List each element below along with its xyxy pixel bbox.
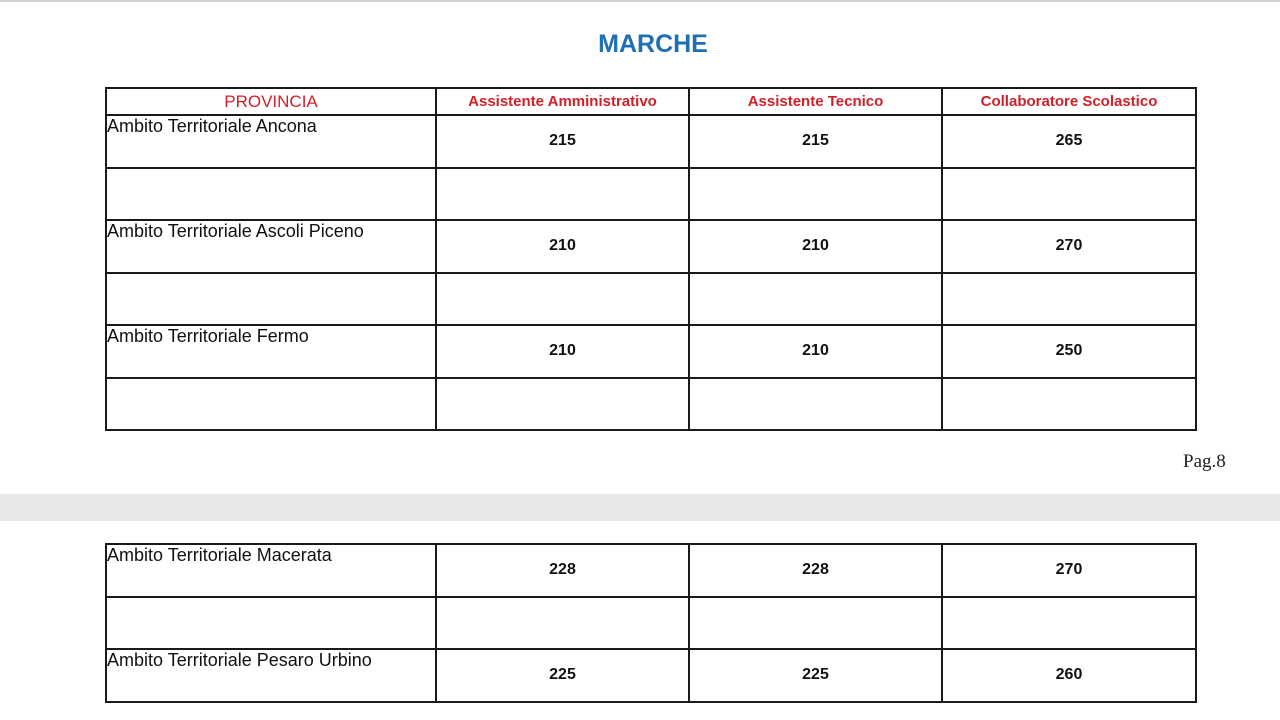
empty-cell — [436, 597, 689, 650]
empty-cell — [106, 597, 436, 650]
staff-table-part-1 — [105, 87, 1197, 431]
province-name: Ambito Territoriale Fermo — [106, 325, 436, 378]
empty-cell — [436, 168, 689, 221]
collaboratore-count: 270 — [942, 544, 1196, 597]
empty-cell — [942, 378, 1196, 431]
staff-table-part-2 — [105, 543, 1197, 703]
tecnico-count: 210 — [689, 325, 942, 378]
province-name: Ambito Territoriale Pesaro Urbino — [106, 649, 436, 702]
table-row — [106, 544, 1196, 597]
tecnico-count: 210 — [689, 220, 942, 273]
table-row — [106, 220, 1196, 273]
tecnico-count: 228 — [689, 544, 942, 597]
table-row — [106, 649, 1196, 702]
amministrativo-count: 210 — [436, 220, 689, 273]
empty-row — [106, 168, 1196, 221]
empty-cell — [942, 168, 1196, 221]
empty-row — [106, 273, 1196, 326]
table-header-row — [106, 88, 1196, 115]
table-row — [106, 115, 1196, 168]
collaboratore-count: 260 — [942, 649, 1196, 702]
header-collaboratore-scolastico: Collaboratore Scolastico — [942, 88, 1196, 115]
empty-cell — [689, 378, 942, 431]
tecnico-count: 215 — [689, 115, 942, 168]
amministrativo-count: 225 — [436, 649, 689, 702]
header-assistente-tecnico: Assistente Tecnico — [689, 88, 942, 115]
empty-cell — [942, 273, 1196, 326]
amministrativo-count: 215 — [436, 115, 689, 168]
empty-cell — [436, 273, 689, 326]
empty-cell — [436, 378, 689, 431]
page-number: Pag.8 — [1183, 451, 1226, 472]
collaboratore-count: 265 — [942, 115, 1196, 168]
empty-cell — [106, 273, 436, 326]
empty-cell — [106, 168, 436, 221]
region-title: MARCHE — [598, 30, 708, 58]
empty-row — [106, 597, 1196, 650]
tecnico-count: 225 — [689, 649, 942, 702]
empty-cell — [689, 168, 942, 221]
empty-cell — [106, 378, 436, 431]
table-row — [106, 325, 1196, 378]
document-page-9 — [0, 521, 1280, 720]
empty-cell — [689, 273, 942, 326]
header-assistente-amministrativo: Assistente Amministrativo — [436, 88, 689, 115]
header-provincia: PROVINCIA — [106, 88, 436, 115]
province-name: Ambito Territoriale Macerata — [106, 544, 436, 597]
collaboratore-count: 270 — [942, 220, 1196, 273]
collaboratore-count: 250 — [942, 325, 1196, 378]
province-name: Ambito Territoriale Ancona — [106, 115, 436, 168]
empty-row — [106, 378, 1196, 431]
amministrativo-count: 228 — [436, 544, 689, 597]
province-name: Ambito Territoriale Ascoli Piceno — [106, 220, 436, 273]
empty-cell — [942, 597, 1196, 650]
amministrativo-count: 210 — [436, 325, 689, 378]
empty-cell — [689, 597, 942, 650]
